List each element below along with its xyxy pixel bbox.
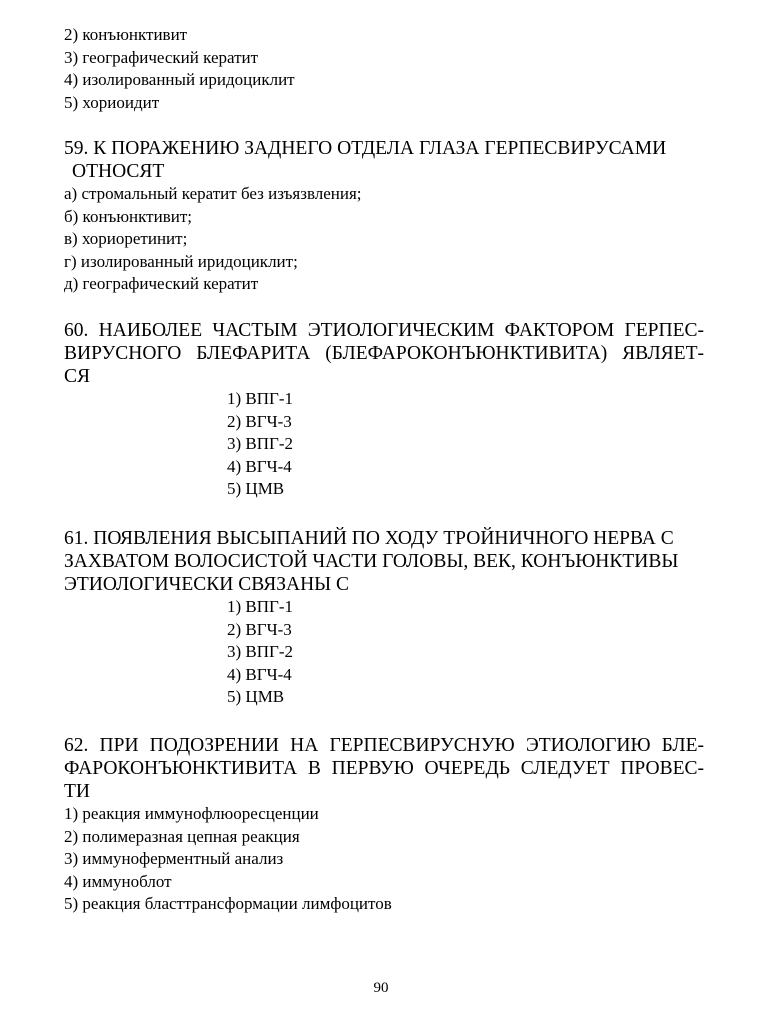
option: 5) реакция бласттрансформации лимфоцитов bbox=[64, 894, 392, 913]
question-text: ОТНОСЯТ bbox=[72, 161, 165, 182]
option: 3) ВПГ-2 bbox=[227, 434, 294, 453]
question-62 bbox=[64, 734, 704, 916]
question-text: ВИРУСНОГО БЛЕФАРИТА (БЛЕФАРОКОНЪЮНКТИВИТА) ЯВЛЯЕТ- bbox=[64, 343, 704, 364]
question-text: СЯ bbox=[64, 366, 91, 387]
option: б) конъюнктивит; bbox=[64, 206, 192, 226]
question-60 bbox=[64, 319, 704, 501]
option: 4) иммуноблот bbox=[64, 871, 172, 891]
option: 5) ЦМВ bbox=[227, 687, 285, 706]
prev-question-options bbox=[64, 24, 704, 114]
option: 3) географический кератит bbox=[64, 47, 259, 67]
option: 2) ВГЧ-3 bbox=[227, 411, 292, 431]
option: 3) ВПГ-2 bbox=[227, 642, 294, 661]
option: г) изолированный иридоциклит; bbox=[64, 251, 298, 271]
option: в) хориоретинит; bbox=[64, 229, 188, 248]
option: 2) полимеразная цепная реакция bbox=[64, 826, 300, 846]
option: 2) ВГЧ-3 bbox=[227, 619, 292, 639]
option: 1) ВПГ-1 bbox=[227, 389, 294, 408]
question-text: ЭТИОЛОГИЧЕСКИ СВЯЗАНЫ С bbox=[64, 574, 350, 595]
option: 5) ЦМВ bbox=[227, 479, 285, 498]
question-text: 60. НАИБОЛЕЕ ЧАСТЫМ ЭТИОЛОГИЧЕСКИМ ФАКТОРОМ ГЕРПЕС- bbox=[64, 320, 704, 341]
option: 4) ВГЧ-4 bbox=[227, 664, 292, 684]
question-text: 62. ПРИ ПОДОЗРЕНИИ НА ГЕРПЕСВИРУСНУЮ ЭТИОЛОГИЮ БЛЕ- bbox=[64, 735, 704, 756]
option: 1) ВПГ-1 bbox=[227, 597, 294, 616]
page-number: 90 bbox=[373, 980, 389, 996]
question-text: ЗАХВАТОМ ВОЛОСИСТОЙ ЧАСТИ ГОЛОВЫ, ВЕК, КОНЪЮНКТИВЫ bbox=[64, 551, 679, 572]
option: 5) хориоидит bbox=[64, 92, 160, 112]
option: а) стромальный кератит без изъязвления; bbox=[64, 184, 362, 203]
question-61 bbox=[64, 527, 704, 709]
question-text: 61. ПОЯВЛЕНИЯ ВЫСЫПАНИЙ ПО ХОДУ ТРОЙНИЧНОГО НЕРВА С bbox=[64, 528, 674, 549]
option: 4) изолированный иридоциклит bbox=[64, 70, 295, 89]
question-text: 59. К ПОРАЖЕНИЮ ЗАДНЕГО ОТДЕЛА ГЛАЗА ГЕРПЕСВИРУСАМИ bbox=[64, 138, 667, 159]
option: 4) ВГЧ-4 bbox=[227, 456, 292, 476]
option: 1) реакция иммунофлюоресценции bbox=[64, 804, 319, 823]
question-59 bbox=[64, 137, 704, 296]
option: 2) конъюнктивит bbox=[64, 25, 188, 44]
question-text: ТИ bbox=[64, 781, 90, 802]
question-text: ФАРОКОНЪЮНКТИВИТА В ПЕРВУЮ ОЧЕРЕДЬ СЛЕДУЕТ ПРОВЕС- bbox=[64, 758, 704, 779]
option: 3) иммуноферментный анализ bbox=[64, 849, 284, 868]
option: д) географический кератит bbox=[64, 274, 259, 293]
